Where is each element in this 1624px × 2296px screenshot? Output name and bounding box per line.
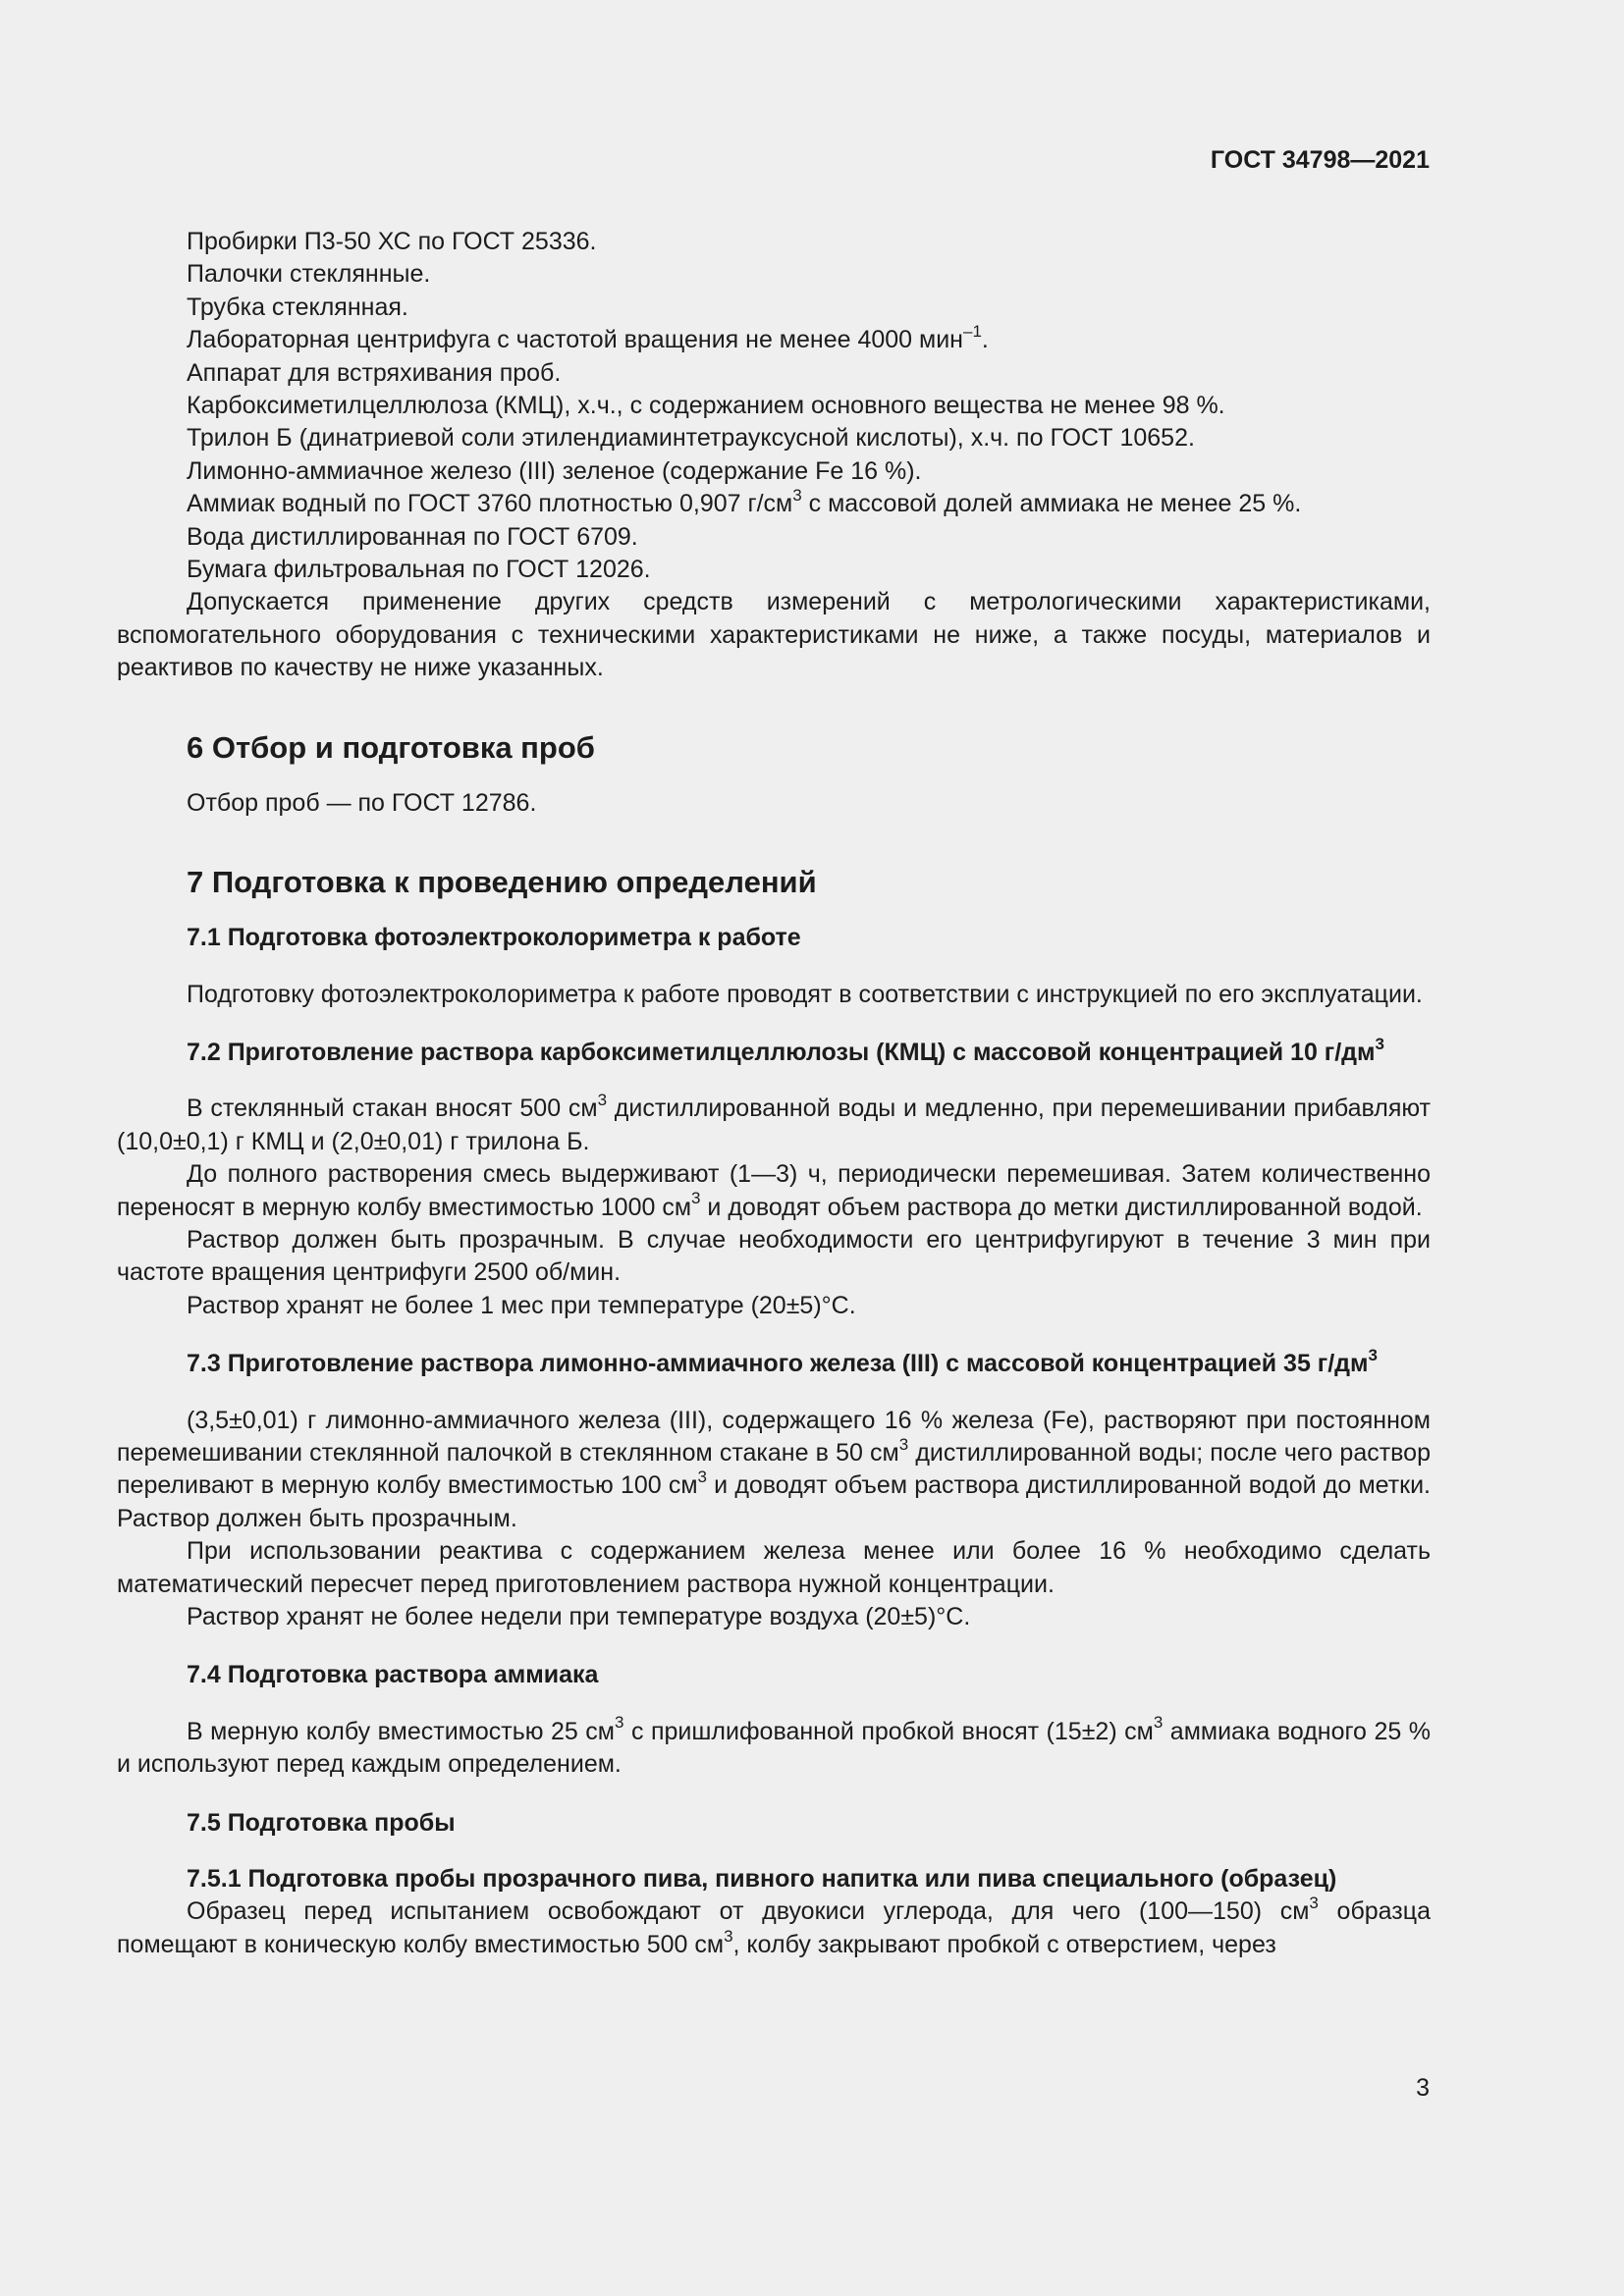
section-7-5-title: 7.5 Подготовка пробы — [187, 1808, 456, 1837]
equipment-item: Трилон Б (динатриевой соли этилендиаминтетрауксусной кислоты), х.ч. по ГОСТ 10652. — [187, 424, 1195, 453]
equipment-item: Лимонно-аммиачное железо (III) зеленое (содержание Fe 16 %). — [187, 456, 922, 485]
equipment-item: Вода дистиллированная по ГОСТ 6709. — [187, 522, 638, 551]
section-7-2-paragraph: В стеклянный стакан вносят 500 $см^3$ дистиллированной воды и медленно, при перемешивании прибавляют (10,0±0,1) г КМЦ и (2,0±0,01) г трилона Б. — [117, 1090, 1432, 1155]
section-7-2-paragraph: Раствор хранят не более 1 мес при температуре (20±5)°С. — [187, 1291, 856, 1319]
page-number: 3 — [1416, 2074, 1430, 2102]
section-7-4-title: 7.4 Подготовка раствора аммиака — [187, 1661, 599, 1689]
section-7-title: 7 Подготовка к проведению определений — [187, 865, 817, 900]
equipment-item: Аппарат для встряхивания проб. — [187, 358, 562, 387]
page-content — [117, 226, 1431, 1961]
section-7-1-title: 7.1 Подготовка фотоэлектроколориметра к работе — [187, 924, 801, 952]
section-7-3-paragraph: При использовании реактива с содержанием железа менее или более 16 % необходимо сделать математический пересчет перед приготовлением раствора нужной концентрации. — [117, 1537, 1431, 1598]
section-7-5-1-title: 7.5.1 Подготовка пробы прозрачного пива, пивного напитка или пива специального (образец) — [187, 1865, 1337, 1894]
section-6-title: 6 Отбор и подготовка проб — [187, 729, 595, 765]
section-7-3-paragraph: (3,5±0,01) г лимонно-аммиачного железа (III), содержащего 16 % железа (Fe), растворяют при постоянном перемешивании стеклянной палочкой в стеклянном стакане в 50 $см^3$ дистиллированной воды; после чего раствор переливают в мерную колбу вместимостью 100 $см^3$ и доводят объем раствора дистиллированной водой до метки. Раствор должен быть прозрачным. — [117, 1406, 1432, 1532]
section-7-2-title: 7.2 Приготовление раствора карбоксиметилцеллюлозы (КМЦ) с массовой концентрацией 10 $г/дм^3$ — [187, 1034, 1384, 1066]
document-id-header: ГОСТ 34798—2021 — [1210, 146, 1430, 174]
equipment-item: Аммиак водный по ГОСТ 3760 плотностью 0,907 $г/см^3$ с массовой долей аммиака не менее 25 %. — [187, 485, 1302, 518]
equipment-item: Карбоксиметилцеллюлоза (КМЦ), х.ч., с содержанием основного вещества не менее 98 %. — [187, 392, 1225, 420]
equipment-item: Бумага фильтровальная по ГОСТ 12026. — [187, 556, 651, 584]
section-7-5-1-paragraph: Образец перед испытанием освобождают от двуокиси углерода, для чего (100—150) $см^3$ образца помещают в коническую колбу вместимостью 500 $см^3$, колбу закрывают пробкой с отверстием, через — [117, 1894, 1431, 1958]
section-6-text: Отбор проб — по ГОСТ 12786. — [187, 788, 537, 817]
equipment-list — [117, 226, 1431, 685]
equipment-item: Палочки стеклянные. — [187, 260, 431, 289]
section-7-4-paragraph: В мерную колбу вместимостью 25 $см^3$ с пришлифованной пробкой вносят (15±2) $см^3$ аммиака водного 25 % и используют перед каждым определением. — [117, 1713, 1431, 1779]
section-7-1-text: Подготовку фотоэлектроколориметра к работе проводят в соответствии с инструкцией по его эксплуатации. — [187, 980, 1423, 1008]
section-7-3-title: 7.3 Приготовление раствора лимонно-аммиачного железа (III) с массовой концентрацией 35 $г/дм^3$ — [187, 1345, 1378, 1378]
allowance-paragraph: Допускается применение других средств измерений с метрологическими характеристиками, вспомогательного оборудования с техническими характеристиками не ниже, а также посуды, материалов и реактивов по качеству не ниже указанных. — [117, 588, 1431, 682]
equipment-item: Пробирки П3-50 ХС по ГОСТ 25336. — [187, 228, 597, 255]
equipment-item: Трубка стеклянная. — [187, 293, 408, 321]
section-7-2-paragraph: Раствор должен быть прозрачным. В случае необходимости его центрифугируют в течение 3 мин при частоте вращения центрифуги 2500 об/мин. — [117, 1225, 1431, 1287]
section-7-2-paragraph: До полного растворения смесь выдерживают (1—3) ч, периодически перемешивая. Затем количественно переносят в мерную колбу вместимостью 1000 $см^3$ и доводят объем раствора до метки дистиллированной водой. — [117, 1160, 1431, 1221]
equipment-item: Лабораторная центрифуга с частотой вращения не менее 4000 мин$^{-1}$. — [187, 321, 989, 354]
section-7-3-paragraph: Раствор хранят не более недели при температуре воздуха (20±5)°С. — [187, 1603, 971, 1630]
